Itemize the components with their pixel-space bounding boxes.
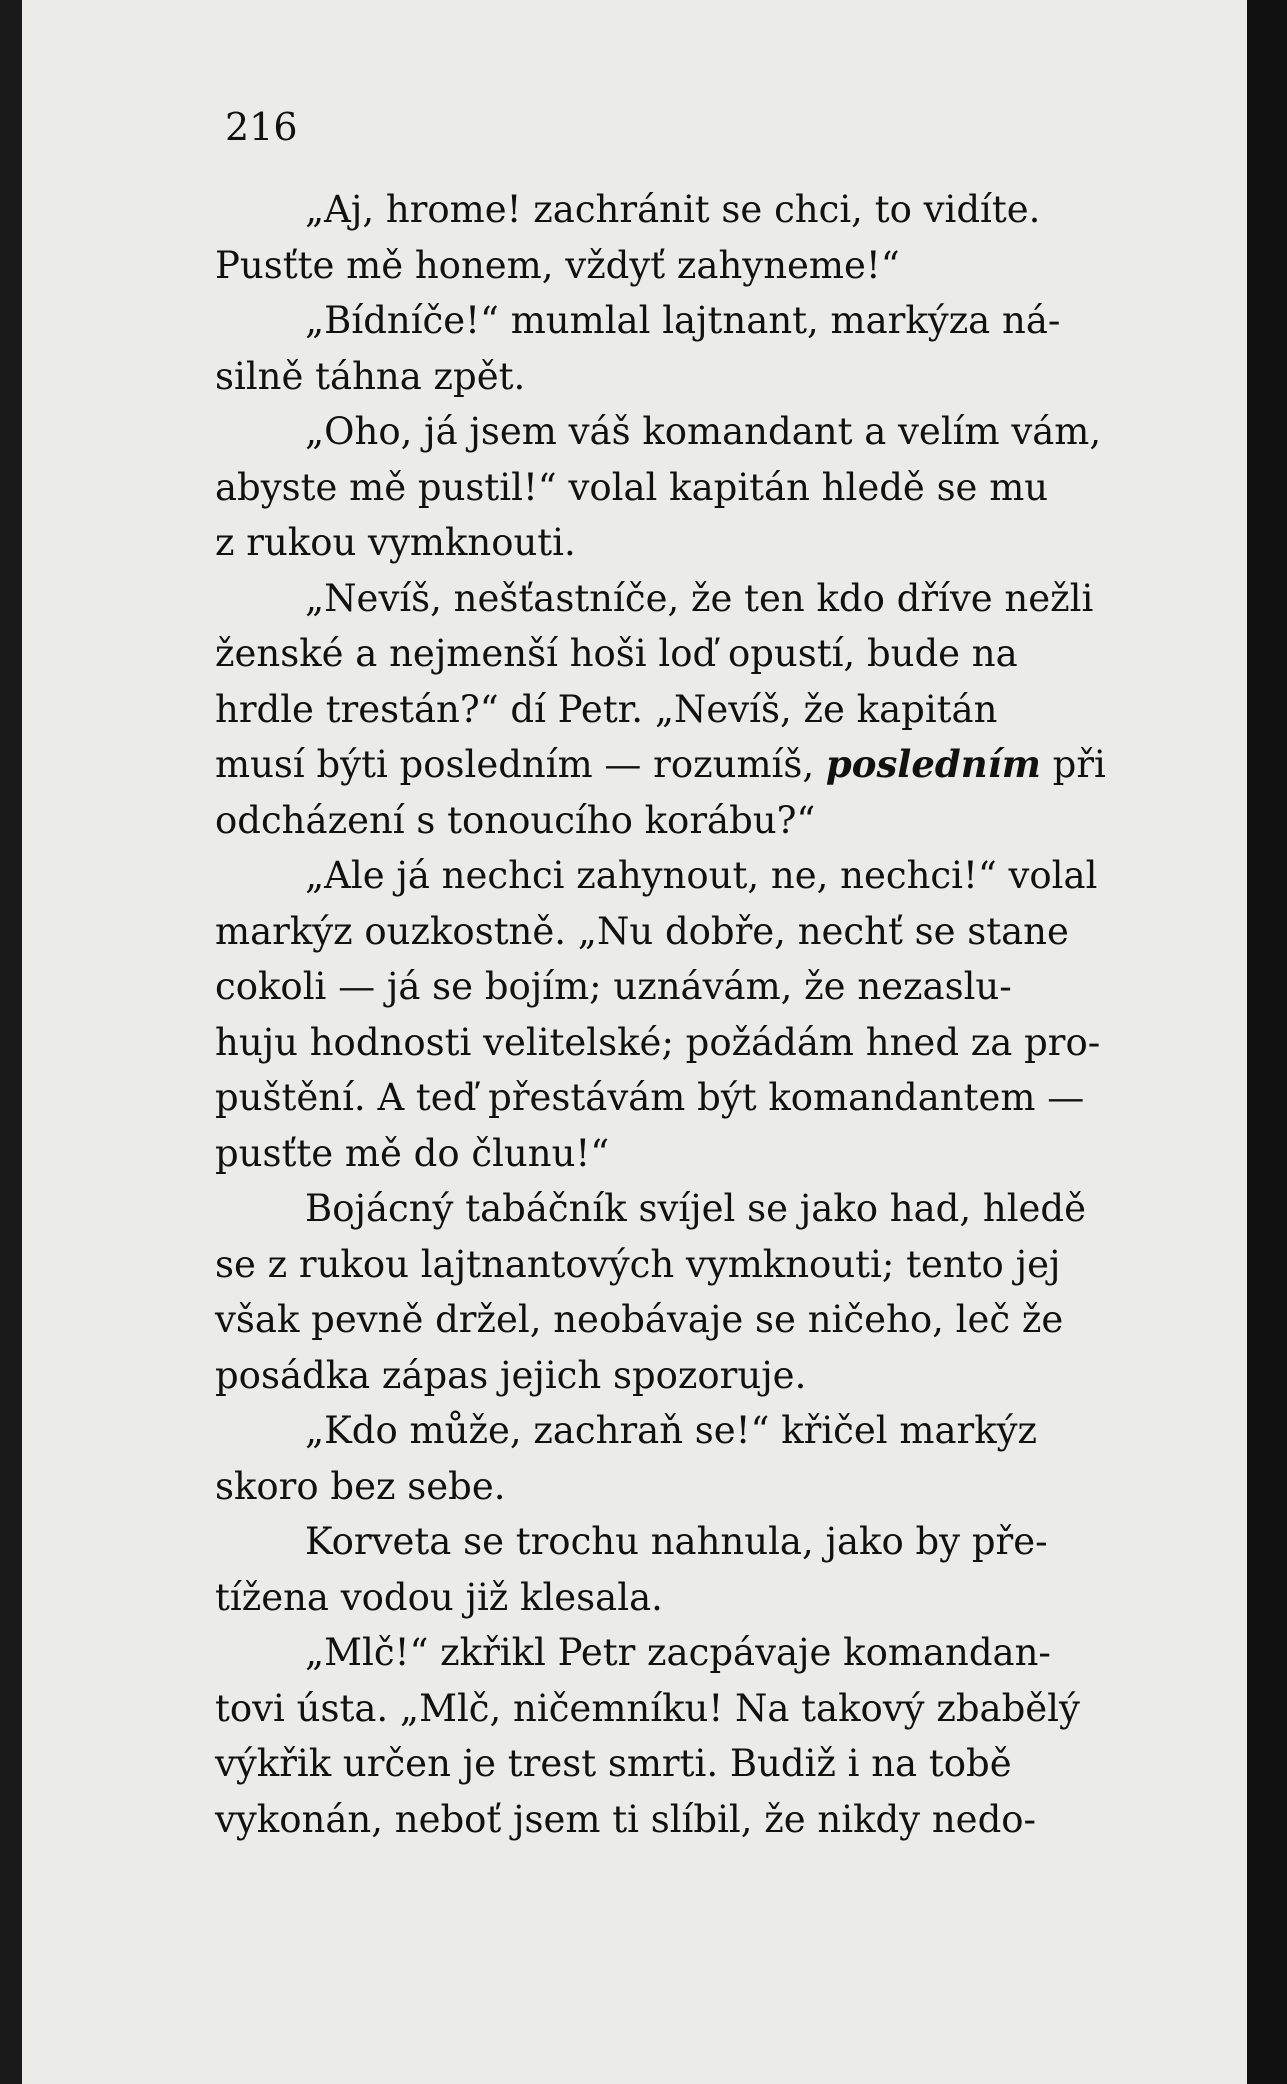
text-line: puštění. A teď přestávám být komandantem — <box>215 1076 1085 1119</box>
text-line: výkřik určen je trest smrti. Budiž i na tobě <box>215 1742 1012 1785</box>
right-scan-edge <box>1247 0 1287 2084</box>
text-line: Korveta se trochu nahnula, jako by pře- <box>305 1520 1048 1563</box>
text-fragment: při <box>1040 743 1106 786</box>
text-line: „Ale já nechci zahynout, ne, nechci!“ volal <box>305 854 1098 897</box>
text-line: cokoli — já se bojím; uznávám, že nezaslu- <box>215 965 1012 1008</box>
text-line: odcházení s tonoucího korábu?“ <box>215 798 816 842</box>
text-line: vykonán, neboť jsem ti slíbil, že nikdy nedo- <box>215 1797 1037 1841</box>
text-line: hrdle trestán?“ dí Petr. „Nevíš, že kapitán <box>215 687 998 731</box>
text-line: „Oho, já jsem váš komandant a velím vám, <box>305 410 1102 453</box>
text-line: Bojácný tabáčník svíjel se jako had, hledě <box>305 1187 1087 1230</box>
text-line: ženské a nejmenší hoši loď opustí, bude na <box>215 632 1018 675</box>
text-line: „Mlč!“ zkřikl Petr zacpávaje komandan- <box>305 1631 1051 1674</box>
text-line: silně táhna zpět. <box>215 354 526 398</box>
text-line: „Kdo může, zachraň se!“ křičel markýz <box>305 1409 1038 1452</box>
text-line: se z rukou lajtnantových vymknouti; tento jej <box>215 1242 1061 1286</box>
emphasized-word: posledním <box>825 742 1041 786</box>
text-line: z rukou vymknouti. <box>215 521 576 564</box>
text-line-with-emphasis <box>215 737 1145 793</box>
text-line: „Aj, hrome! zachránit se chci, to vidíte. <box>305 188 1041 231</box>
text-line: pusťte mě do člunu!“ <box>215 1131 610 1175</box>
page-text <box>215 182 1145 1847</box>
text-line: posádka zápas jejich spozoruje. <box>215 1353 807 1397</box>
text-line: skoro bez sebe. <box>215 1464 506 1508</box>
text-line: „Bídníče!“ mumlal lajtnant, markýza ná- <box>305 299 1061 342</box>
text-line: markýz ouzkostně. „Nu dobře, nechť se stane <box>215 909 1069 953</box>
text-line: huju hodnosti velitelské; požádám hned za pro- <box>215 1020 1101 1064</box>
left-scan-edge <box>0 0 22 2084</box>
page-number: 216 <box>225 105 298 149</box>
text-line: tovi ústa. „Mlč, ničemníku! Na takový zbabělý <box>215 1686 1080 1730</box>
text-line: tížena vodou již klesala. <box>215 1575 663 1619</box>
text-line: Pusťte mě honem, vždyť zahyneme!“ <box>215 243 900 287</box>
text-line: však pevně držel, neobávaje se ničeho, leč že <box>215 1298 1064 1341</box>
text-line: abyste mě pustil!“ volal kapitán hledě se mu <box>215 465 1049 509</box>
text-fragment: musí býti posledním — rozumíš, <box>215 743 826 786</box>
text-line: „Nevíš, nešťastníče, že ten kdo dříve nežli <box>305 576 1094 620</box>
